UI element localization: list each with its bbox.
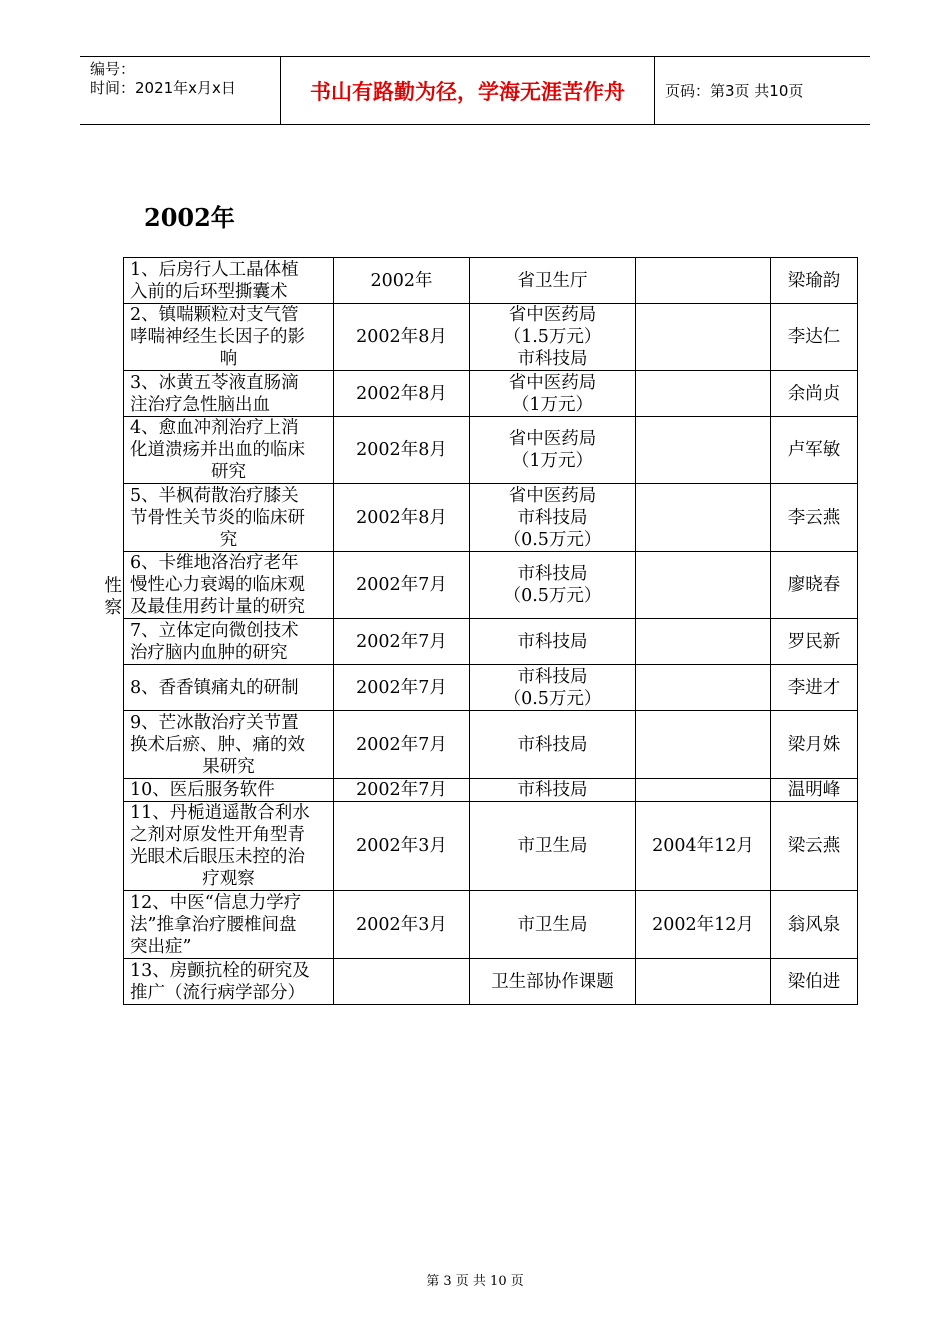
project-name-cell (124, 371, 334, 417)
project-person-cell: 梁月姝 (771, 711, 858, 779)
project-date-cell: 2002年3月 (334, 802, 470, 891)
project-person-cell: 李云燕 (771, 484, 858, 552)
project-date-cell: 2002年7月 (334, 665, 470, 711)
project-source-cell (470, 959, 636, 1005)
project-end-date-cell (636, 619, 771, 665)
project-source-line: 省中医药局 (508, 485, 597, 506)
project-source-cell (470, 779, 636, 802)
project-source-line: 市科技局 (517, 666, 588, 687)
project-name-line: 12、中医“信息力学疗 (130, 892, 302, 913)
project-name-line: 3、冰黄五苓液直肠滴 (130, 372, 299, 393)
project-person-cell: 梁瑜韵 (771, 258, 858, 304)
project-name-line: 哮喘神经生长因子的影 (130, 327, 305, 347)
project-name-cell (124, 779, 334, 802)
table-row (124, 711, 858, 779)
project-source-line: 市科技局 (517, 734, 588, 755)
project-name-cell (124, 484, 334, 552)
project-name-line: 光眼术后眼压未控的治 (130, 847, 305, 867)
project-name-line: 响 (219, 349, 238, 369)
project-source-line: 省中医药局 (508, 305, 597, 325)
project-name-line: 13、房颤抗栓的研究及 (130, 960, 310, 981)
project-name-line: 8、香香镇痛丸的研制 (130, 677, 299, 698)
project-source-cell (470, 891, 636, 959)
projects-table (104, 257, 858, 1005)
project-name-cell (124, 258, 334, 304)
project-source-line: （1万元） (511, 394, 594, 415)
project-date-cell (334, 959, 470, 1005)
project-name-line: 法”推拿治疗腰椎间盘 (130, 914, 297, 935)
project-source-cell (470, 417, 636, 484)
project-name-cell (124, 304, 334, 371)
project-name-line: 6、卡维地洛治疗老年 (130, 553, 299, 573)
project-name-line: 换术后瘀、肿、痛的效 (130, 734, 305, 755)
project-name-cell (124, 891, 334, 959)
project-date-cell: 2002年7月 (334, 711, 470, 779)
project-end-date-cell (636, 484, 771, 552)
project-source-line: 市科技局 (517, 507, 588, 528)
table-row (124, 552, 858, 619)
project-person-cell: 梁云燕 (771, 802, 858, 891)
project-end-date-cell: 2004年12月 (636, 802, 771, 891)
project-person-cell: 李进才 (771, 665, 858, 711)
table-row (124, 959, 858, 1005)
page-header (80, 56, 870, 125)
project-name-cell (124, 711, 334, 779)
project-date-cell: 2002年 (334, 258, 470, 304)
project-date-cell: 2002年8月 (334, 371, 470, 417)
project-name-cell (104, 552, 334, 619)
project-person-cell: 余尚贞 (771, 371, 858, 417)
project-name-line: 推广（流行病学部分） (130, 982, 305, 1003)
project-person-cell: 罗民新 (771, 619, 858, 665)
project-person-cell: 李达仁 (771, 304, 858, 371)
project-source-line: 市卫生局 (517, 914, 588, 935)
overflow-line: 察 (104, 597, 122, 618)
project-name-line: 究 (219, 529, 238, 550)
project-source-cell (470, 552, 636, 619)
table-row (124, 417, 858, 484)
header-motto: 书山有路勤为径，学海无涯苦作舟 (281, 57, 655, 124)
project-end-date-cell: 2002年12月 (636, 891, 771, 959)
project-end-date-cell (636, 711, 771, 779)
project-source-cell (470, 711, 636, 779)
project-name-cell (124, 665, 334, 711)
table-row (124, 802, 858, 891)
project-source-line: （0.5万元） (503, 688, 602, 709)
table-row (124, 779, 858, 802)
project-source-line: 省中医药局 (508, 429, 597, 449)
table-row (124, 484, 858, 552)
project-source-cell (470, 619, 636, 665)
project-name-line: 4、愈血冲剂治疗上消 (130, 418, 299, 438)
project-source-line: （1万元） (511, 451, 594, 471)
project-person-cell: 廖晓春 (771, 552, 858, 619)
overflow-text (102, 553, 122, 619)
table-row (124, 258, 858, 304)
project-source-cell (470, 371, 636, 417)
project-source-line: 省卫生厅 (517, 270, 588, 291)
table-row (124, 891, 858, 959)
project-person-cell: 翁风泉 (771, 891, 858, 959)
project-name-line: 1、后房行人工晶体植 (130, 259, 299, 280)
project-name-cell (124, 417, 334, 484)
project-name-line: 之剂对原发性开角型青 (130, 825, 305, 845)
projects-table-body (104, 258, 858, 1005)
project-end-date-cell (636, 779, 771, 802)
project-date-cell: 2002年8月 (334, 304, 470, 371)
project-source-line: 市科技局 (517, 631, 588, 652)
project-source-line: 省中医药局 (508, 372, 597, 393)
project-person-cell: 温明峰 (771, 779, 858, 802)
project-source-line: （0.5万元） (503, 529, 602, 550)
project-source-line: 市科技局 (517, 349, 588, 369)
project-end-date-cell (636, 304, 771, 371)
project-source-line: 市科技局 (517, 564, 588, 584)
overflow-line (102, 553, 122, 575)
project-source-cell (470, 484, 636, 552)
project-source-cell (470, 665, 636, 711)
table-row (124, 665, 858, 711)
project-source-cell (470, 802, 636, 891)
project-end-date-cell (636, 417, 771, 484)
project-source-line: （0.5万元） (503, 586, 602, 606)
page-footer: 第 3 页 共 10 页 (426, 1274, 524, 1289)
project-name-line: 11、丹栀逍遥散合利水 (130, 803, 310, 823)
project-end-date-cell (636, 371, 771, 417)
project-date-cell: 2002年7月 (334, 619, 470, 665)
project-person-cell: 卢军敏 (771, 417, 858, 484)
project-name-line: 疗观察 (202, 869, 255, 889)
project-end-date-cell (636, 665, 771, 711)
project-name-line: 2、镇喘颗粒对支气管 (130, 305, 299, 325)
header-page-info: 页码：第3页 共10页 (665, 82, 804, 100)
section-title: 2002年 (144, 203, 235, 232)
project-name-cell (124, 619, 334, 665)
project-name-cell (124, 802, 334, 891)
table-row (124, 304, 858, 371)
project-source-line: 市科技局 (517, 780, 588, 800)
project-name-cell (124, 959, 334, 1005)
project-name-line: 治疗脑内血肿的研究 (130, 642, 288, 663)
project-person-cell: 梁伯进 (771, 959, 858, 1005)
project-source-line: 卫生部协作课题 (491, 971, 614, 992)
project-name-line: 入前的后环型撕囊术 (130, 281, 288, 302)
project-end-date-cell (636, 959, 771, 1005)
table-row (124, 619, 858, 665)
overflow-line: 性 (104, 575, 122, 596)
document-time-label: 时间：2021年x月x日 (90, 79, 236, 97)
table-row (124, 371, 858, 417)
project-name-line: 9、芒冰散治疗关节置 (130, 712, 299, 733)
project-name-line: 及最佳用药计量的研究 (130, 597, 305, 617)
project-name-line: 慢性心力衰竭的临床观 (130, 575, 305, 595)
project-source-cell (470, 304, 636, 371)
project-date-cell: 2002年3月 (334, 891, 470, 959)
project-name-line: 果研究 (202, 756, 255, 777)
header-meta (80, 57, 281, 124)
project-name-line: 7、立体定向微创技术 (130, 620, 299, 641)
project-source-line: （1.5万元） (503, 327, 602, 347)
project-name-line: 5、半枫荷散治疗膝关 (130, 485, 299, 506)
project-name-line: 化道溃疡并出血的临床 (130, 440, 305, 460)
project-name-line: 10、医后服务软件 (130, 780, 275, 800)
project-name-line: 突出症” (130, 936, 192, 957)
document-number-label: 编号： (90, 60, 136, 78)
project-name-line: 节骨性关节炎的临床研 (130, 507, 305, 528)
project-date-cell: 2002年8月 (334, 417, 470, 484)
project-source-cell (470, 258, 636, 304)
project-date-cell: 2002年7月 (334, 552, 470, 619)
project-end-date-cell (636, 258, 771, 304)
project-date-cell: 2002年7月 (334, 779, 470, 802)
project-source-line: 市卫生局 (517, 836, 588, 856)
project-date-cell: 2002年8月 (334, 484, 470, 552)
project-end-date-cell (636, 552, 771, 619)
project-name-line: 注治疗急性脑出血 (130, 394, 270, 415)
project-name-line: 研究 (211, 462, 246, 482)
